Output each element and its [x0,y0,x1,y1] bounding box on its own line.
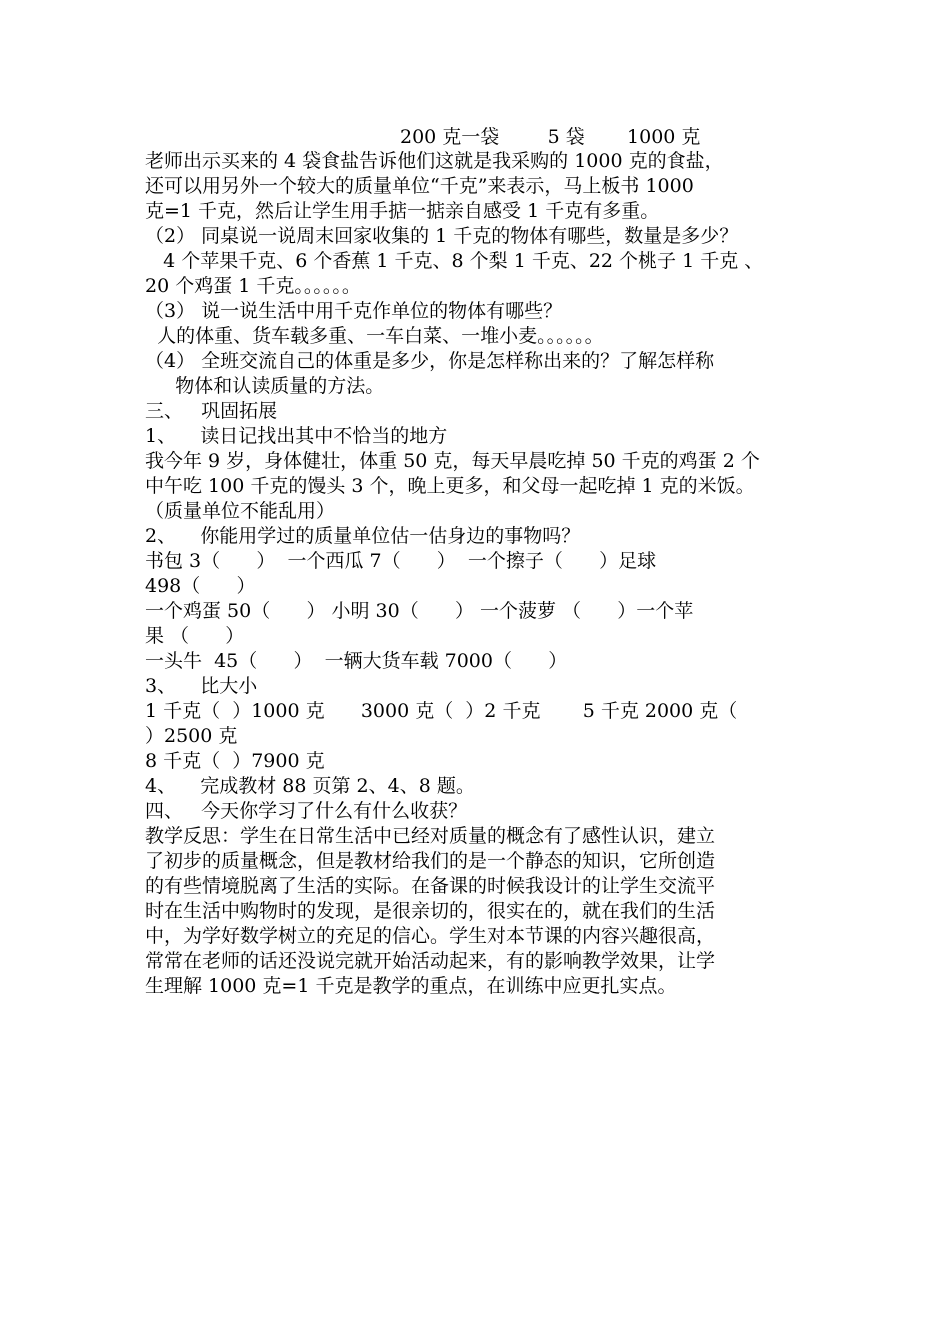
text-line: 时在生活中购物时的发现，是很亲切的，很实在的，就在我们的生活 [145,900,716,922]
text-line: （2） 同桌说一说周末回家收集的 1 千克的物体有哪些，数量是多少？ [145,225,739,247]
text-line: （3） 说一说生活中用千克作单位的物体有哪些？ [145,300,563,322]
text-line: 人的体重、货车载多重、一车白菜、一堆小麦。。。。。。 [145,325,604,347]
text-line: 的有些情境脱离了生活的实际。在备课的时候我设计的让学生交流平 [145,875,716,897]
text-line: 书包 3（ ） 一个西瓜 7（ ） 一个擦子（ ）足球 [145,550,657,572]
text-line: 老师出示买来的 4 袋食盐告诉他们这就是我采购的 1000 克的食盐， [145,150,724,172]
text-line: ）2500 克 [145,725,238,747]
text-line: 2、 你能用学过的质量单位估一估身边的事物吗？ [145,525,581,547]
text-line: （4） 全班交流自己的体重是多少，你是怎样称出来的？了解怎样称 [145,350,715,372]
text-line: 8 千克（ ）7900 克 [145,750,325,772]
text-line: （质量单位不能乱用） [145,500,336,522]
text-line: 3、 比大小 [145,675,258,697]
text-line: 中，为学好数学树立的充足的信心。学生对本节课的内容兴趣很高， [145,925,716,947]
text-line: 了初步的质量概念，但是教材给我们的是一个静态的知识，它所创造 [145,850,716,872]
text-line: 20 个鸡蛋 1 千克。。。。。。 [145,275,361,297]
text-line: 中午吃 100 千克的馒头 3 个，晚上更多，和父母一起吃掉 1 克的米饭。 [145,475,755,497]
text-line: 4、 完成教材 88 页第 2、4、8 题。 [145,775,475,797]
text-line: 200 克一袋 5 袋 1000 克 [400,126,701,148]
text-line: 克=1 千克，然后让学生用手掂一掂亲自感受 1 千克有多重。 [145,200,660,222]
text-line: 1 千克（ ）1000 克 3000 克（ ）2 千克 5 千克 2000 克（ [145,700,738,722]
text-line: 一头牛 45（ ） 一辆大货车载 7000（ ） [145,650,568,672]
text-line: 一个鸡蛋 50（ ） 小明 30（ ） 一个菠萝 （ ）一个苹 [145,600,694,622]
text-line: 4 个苹果千克、6 个香蕉 1 千克、8 个梨 1 千克、22 个桃子 1 千克 、 [145,250,764,272]
text-line: 教学反思：学生在日常生活中已经对质量的概念有了感性认识，建立 [145,825,716,847]
text-line: 还可以用另外一个较大的质量单位“千克”来表示，马上板书 1000 [145,175,694,197]
section-heading: 四、 今天你学习了什么有什么收获？ [145,800,468,822]
text-line: 498（ ） [145,575,256,597]
text-line: 1、 读日记找出其中不恰当的地方 [145,425,448,447]
section-heading: 三、 巩固拓展 [145,400,278,422]
text-line: 我今年 9 岁，身体健壮，体重 50 克，每天早晨吃掉 50 千克的鸡蛋 2 个 [145,450,760,472]
text-line: 常常在老师的话还没说完就开始活动起来，有的影响教学效果，让学 [145,950,716,972]
text-line: 果 （ ） [145,625,245,647]
text-line: 物体和认读质量的方法。 [145,375,385,397]
text-line: 生理解 1000 克=1 千克是教学的重点，在训练中应更扎实点。 [145,975,677,997]
